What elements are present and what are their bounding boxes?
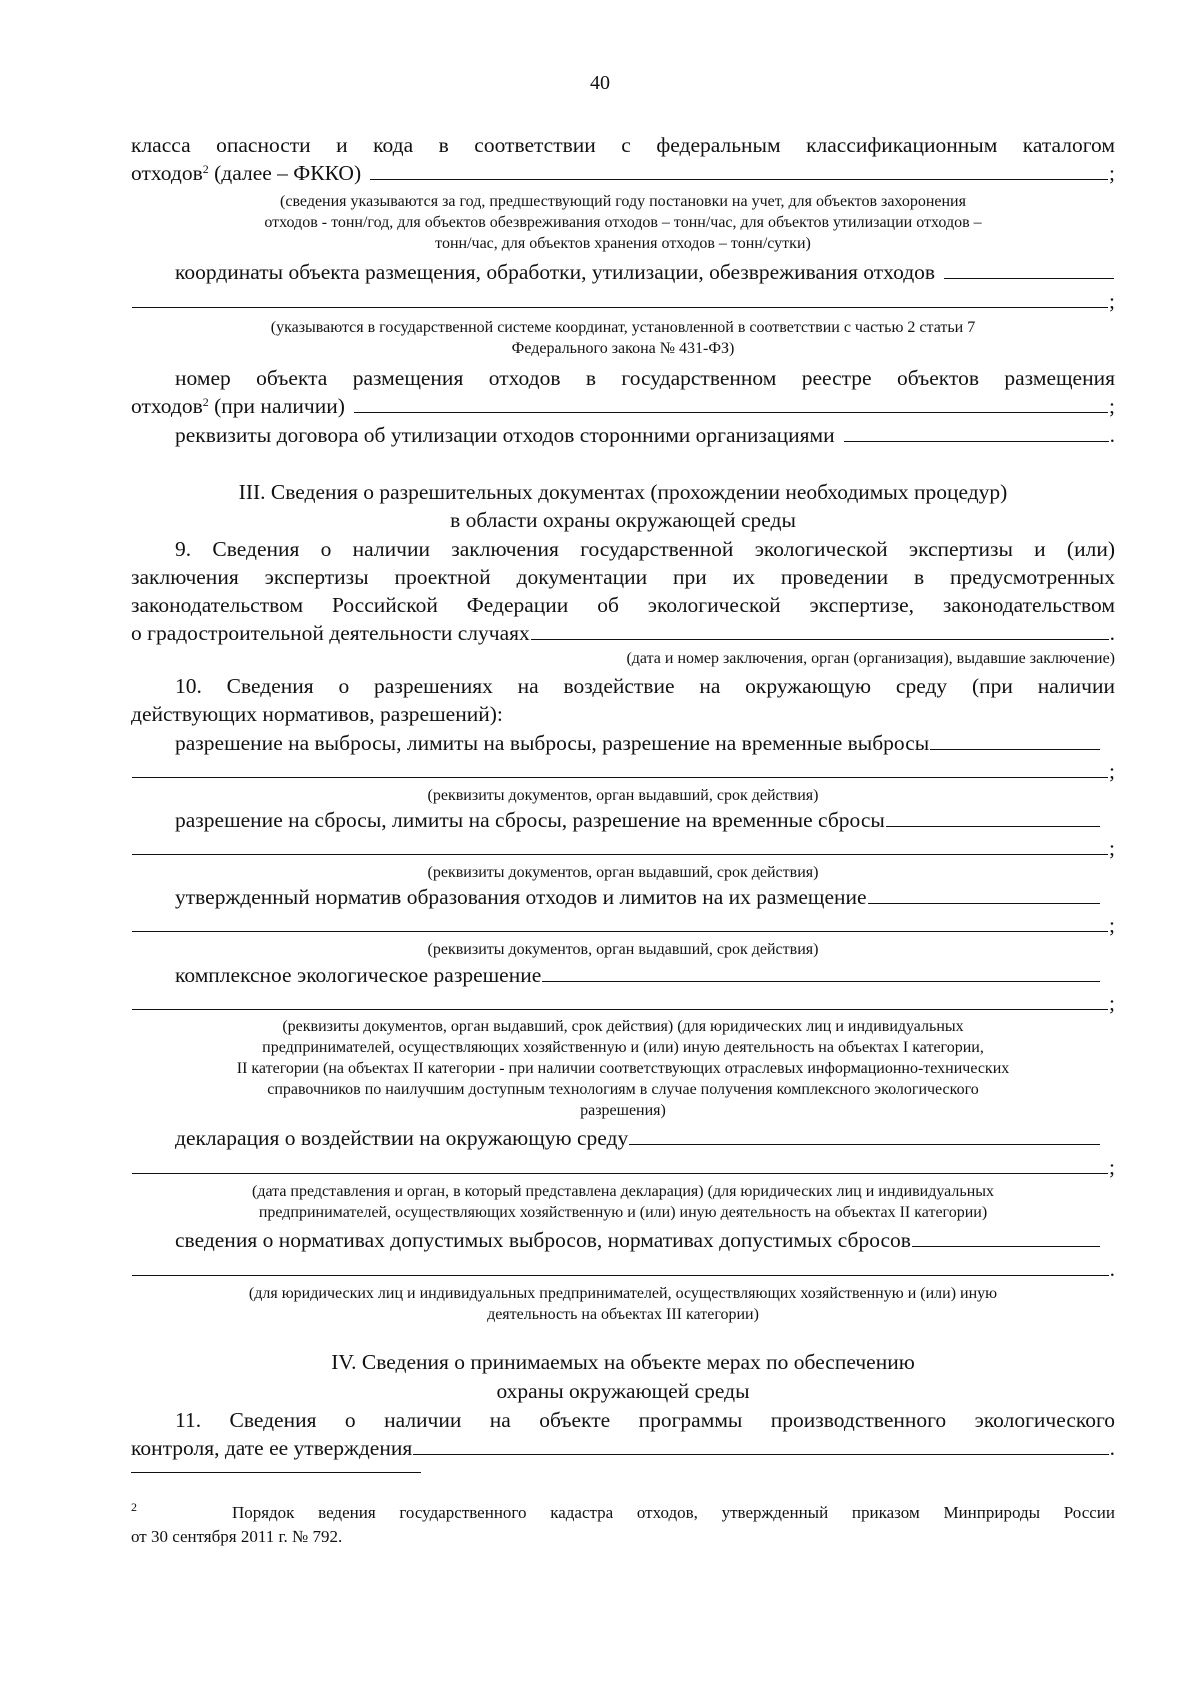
coordinates-line — [131, 258, 1115, 286]
norms-info-field-2[interactable] — [132, 1256, 1109, 1276]
coordinates-label: координаты объекта размещения, обработки, утилизации, обезвреживания отходов — [175, 260, 936, 284]
declaration-label: декларация о воздействии на окружающую среду — [175, 1126, 629, 1150]
complex-permit-field[interactable] — [542, 962, 1100, 982]
waste-norm-label: утвержденный норматив образования отходов и лимитов на их размещение — [175, 885, 867, 909]
waste-norm-line-2: ; — [131, 911, 1115, 939]
declaration-field-2[interactable] — [132, 1154, 1108, 1174]
fkko-field[interactable] — [370, 160, 1108, 180]
page-number: 40 — [590, 72, 610, 94]
complex-note-2: предпринимателей, осуществляющих хозяйственную и (или) иную деятельность на объектах I категории, — [262, 1039, 984, 1056]
waste-norm-line — [131, 883, 1115, 911]
complex-permit-line — [131, 961, 1115, 989]
footnote-ref: 2 — [202, 162, 209, 176]
expertise-field[interactable] — [531, 620, 1109, 640]
norms-info-note-2: деятельность на объектах III категории) — [487, 1306, 759, 1323]
complex-note-5: разрешения) — [580, 1102, 666, 1119]
item-11-line-2: контроля, дате ее утверждения . — [131, 1436, 1115, 1460]
emissions-field[interactable] — [930, 730, 1100, 750]
coordinates-field-2[interactable] — [132, 288, 1108, 308]
discharges-line — [131, 806, 1115, 834]
hazard-class-line: класса опасности и кода в соответствии с федеральным классификационным каталогом — [131, 133, 1115, 157]
emissions-note: (реквизиты документов, орган выдавший, срок действия) — [427, 787, 819, 804]
footnote-mark: 2 — [131, 1500, 137, 1514]
item-11-label: контроля, дате ее утверждения — [131, 1436, 413, 1460]
item-10-line-1: 10. Сведения о разрешениях на воздействие на окружающую среду (при наличии — [175, 674, 1115, 698]
item-9-label: о градостроительной деятельности случаях — [131, 621, 530, 645]
footnote-ref: 2 — [202, 395, 209, 409]
section-3-title-2: в области охраны окружающей среды — [450, 508, 796, 532]
complex-permit-line-2: ; — [131, 989, 1115, 1017]
discharges-label: разрешение на сбросы, лимиты на сбросы, разрешение на временные сбросы — [175, 808, 885, 832]
footnote-line-2: от 30 сентября 2011 г. № 792. — [131, 1527, 343, 1546]
fkko-note-2: отходов - тонн/год, для объектов обезвреживания отходов – тонн/час, для объектов утилизации отходов – — [264, 214, 982, 231]
norms-info-line — [131, 1226, 1115, 1254]
contract-line: реквизиты договора об утилизации отходов сторонними организациями . — [175, 423, 1115, 447]
discharges-field[interactable] — [886, 807, 1100, 827]
discharges-field-2[interactable] — [132, 835, 1108, 855]
declaration-note-2: предпринимателей, осуществляющих хозяйственную и (или) иную деятельность на объектах II категории) — [258, 1204, 988, 1221]
norms-info-line-2: . — [131, 1255, 1115, 1283]
item-9-line-1: 9. Сведения о наличии заключения государственной экологической экспертизы и (или) — [175, 537, 1115, 561]
emissions-line — [131, 729, 1115, 757]
registry-line: номер объекта размещения отходов в государственном реестре объектов размещения — [175, 366, 1115, 390]
complex-note-4: справочников по наилучшим доступным технологиям в случае получения комплексного экологического — [267, 1081, 979, 1098]
norms-info-label: сведения о нормативах допустимых выбросов, нормативах допустимых сбросов — [175, 1228, 911, 1252]
declaration-note-1: (дата представления и орган, в который представлена декларация) (для юридических лиц и индивидуальных — [251, 1183, 995, 1200]
declaration-field[interactable] — [629, 1125, 1100, 1145]
registry-line-2: отходов$^2$ (при наличии) ; — [131, 394, 1115, 418]
coordinates-line-2: ; — [131, 287, 1115, 315]
registry-label: отходов$^2$ (при наличии) — [131, 394, 345, 418]
waste-norm-field-2[interactable] — [132, 912, 1108, 932]
discharges-line-2: ; — [131, 834, 1115, 862]
discharges-note: (реквизиты документов, орган выдавший, срок действия) — [427, 864, 819, 881]
coordinates-field[interactable] — [944, 259, 1114, 279]
program-date-field[interactable] — [413, 1435, 1108, 1455]
norms-info-field[interactable] — [912, 1227, 1100, 1247]
item-9-line-3: законодательством Российской Федерации об экологической экспертизе, законодательством — [131, 593, 1115, 617]
coordinates-note-2: Федерального закона № 431-ФЗ) — [511, 340, 735, 357]
contract-field[interactable] — [844, 422, 1109, 442]
section-4-title-2: охраны окружающей среды — [496, 1379, 750, 1403]
footnote-line-1: $^2$ Порядок ведения государственного кадастра отходов, утвержденный приказом Минприроды России — [131, 1500, 1116, 1522]
norms-info-note-1: (для юридических лиц и индивидуальных предпринимателей, осуществляющих хозяйственную и (или) иную — [248, 1285, 998, 1302]
fkko-note-1: (сведения указываются за год, предшествующий году постановки на учет, для объектов захоронения — [280, 193, 966, 210]
item-10-line-2: действующих нормативов, разрешений): — [131, 702, 503, 726]
footnote-divider — [131, 1472, 421, 1473]
coordinates-note-1: (указываются в государственной системе координат, установленной в соответствии с частью 2 статьи 7 — [270, 319, 976, 336]
fkko-label: отходов$^2$ (далее – ФККО) — [131, 161, 362, 185]
contract-label: реквизиты договора об утилизации отходов сторонними организациями — [175, 423, 835, 447]
waste-norm-note: (реквизиты документов, орган выдавший, срок действия) — [427, 941, 819, 958]
complex-note-3: II категории (на объектах II категории - при наличии соответствующих отраслевых информационно-технических — [236, 1060, 1010, 1077]
complex-permit-label: комплексное экологическое разрешение — [175, 963, 542, 987]
emissions-label: разрешение на выбросы, лимиты на выбросы, разрешение на временные выбросы — [175, 731, 930, 755]
item-11-line-1: 11. Сведения о наличии на объекте программы производственного экологического — [175, 1408, 1115, 1432]
item-9-line-2: заключения экспертизы проектной документации при их проведении в предусмотренных — [131, 565, 1115, 589]
fkko-line: отходов$^2$ (далее – ФККО) ; — [131, 161, 1115, 185]
item-9-note: (дата и номер заключения, орган (организация), выдавшие заключение) — [626, 650, 1115, 667]
registry-field[interactable] — [354, 393, 1108, 413]
declaration-line — [131, 1124, 1115, 1152]
section-4-title-1: IV. Сведения о принимаемых на объекте мерах по обеспечению — [331, 1350, 915, 1374]
complex-permit-field-2[interactable] — [132, 990, 1108, 1010]
fkko-note-3: тонн/час, для объектов хранения отходов – тонн/сутки) — [435, 235, 811, 252]
declaration-line-2: ; — [131, 1153, 1115, 1181]
waste-norm-field[interactable] — [868, 884, 1100, 904]
item-9-line-4: о градостроительной деятельности случаях . — [131, 621, 1115, 645]
emissions-line-2: ; — [131, 757, 1115, 785]
section-3-title-1: III. Сведения о разрешительных документах (прохождении необходимых процедур) — [238, 480, 1008, 504]
emissions-field-2[interactable] — [132, 758, 1108, 778]
complex-note-1: (реквизиты документов, орган выдавший, срок действия) (для юридических лиц и индивидуальных — [282, 1018, 964, 1035]
